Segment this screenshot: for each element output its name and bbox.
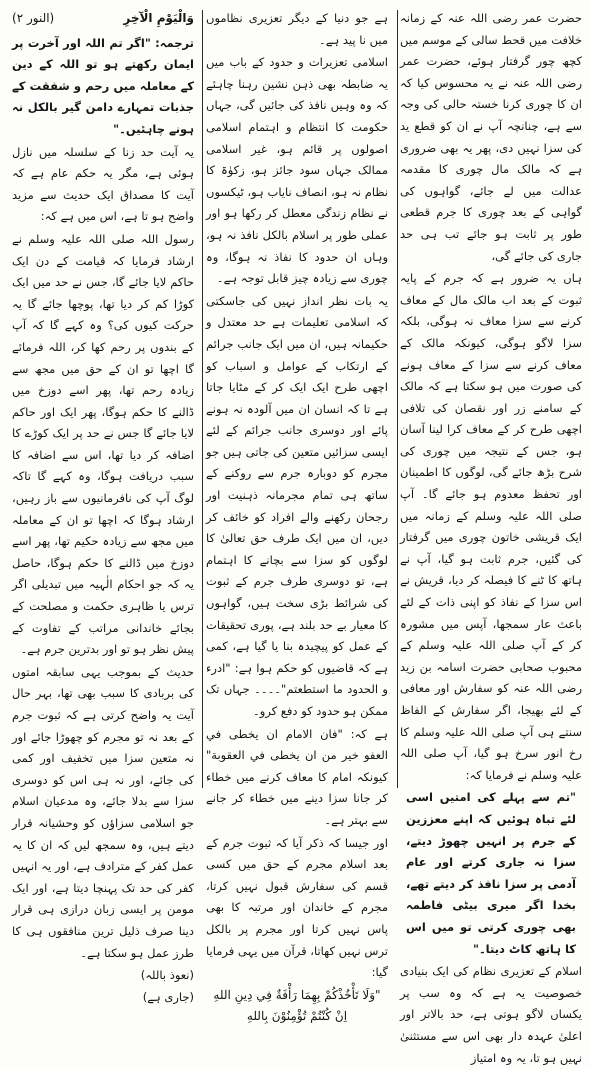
middle-paragraph: یہ بات نظر انداز نہیں کی جاسکتی کہ اسلامی تعلیمات ہے حد معتدل و حکیمانہ ہیں، ان میں ایک جانب جرائم کے ارتکاب کے عوامل و اسباب کو اچھی طرح ایک ایک کر کے مٹایا جاتا ہے تا کہ انسان ان میں آلودہ نہ ہونے پائے اور دوسری جانب جرائم کے لئے ایسی سزائیں متعین کی جاتی ہیں جو مجرم کو دوبارہ جرم سے روکنے کے ساتھ ہی تمام مجرمانہ ذہنیت اور رجحان رکھنے والے افراد کو خائف کر دیں، ان میں ایک طرف حق تعالیٰ کا لوگوں کو سزا سے بچانے کا اہتمام ہے، تو دوسری طرف جرم کے ثبوت کی شرائط بڑی سخت ہیں، گواہوں کا معیار بے حد بلند ہے، پوری تحقیقات کے عمل کو پیچیدہ بنا یا گیا ہے، کمی ہے کہ قاضیوں کو حکم ہوا ہے: "ادرء و الحدود ما استطعتم"۔۔۔۔ جہاں تک ممکن ہو حدود کو دفع کرو۔ — [206, 293, 388, 718]
hadith-quote: "تم سے پہلے کی امتیں اسی لئے تباہ ہوئیں کہ اپنے معززین کے جرم پر انہیں چھوڑ دیتے، سزا نہ جاری کرتے اور عام آدمی پر سزا نافذ کر دیتے تھے، بخدا اگر میری بیٹی فاطمہ بھی چوری کرتی تو میں اس کا ہاتھ کاٹ دیتا۔" — [406, 790, 576, 956]
left-column — [12, 8, 194, 1004]
column-divider — [202, 10, 203, 788]
column-divider — [397, 10, 398, 788]
middle-column — [206, 8, 388, 1024]
left-paragraph: یہ آیت حد زنا کے سلسلہ میں نازل ہوئی ہے، مگر یہ حکم عام ہے کہ آیت کا مصداق ایک حدیث سے مزید واضح ہو تا ہے، اس میں ہے کہ: — [12, 144, 194, 224]
parenthetical-note: (نعوذ باللہ) — [140, 968, 194, 983]
left-note — [12, 965, 194, 1008]
middle-paragraph: اور جیسا کہ ذکر آیا کہ ثبوت جرم کے بعد اسلام مجرم کے حق میں کسی قسم کی سفارش قبول نہیں کرتا، مجرم کے خاندان اور مرتبہ کا بھی پاس نہیں کرتا اور مجرم پر بالکل ترس نہیں کھاتا، قرآن میں یہی فرمایا گیا: — [206, 835, 388, 980]
right-paragraph: اسلام کے تعزیری نظام کی ایک بنیادی خصوصیت یہ ہے کہ وہ سب پر یکساں لاگو ہوتی ہے، حد بالاتر اور اعلیٰ عہدہ دار بھی اس سے مستثنیٰ نہیں ہو تا، یہ وہ امتیاز — [400, 964, 582, 1065]
continued-label: (جاری ہے) — [142, 989, 194, 1004]
page — [8, 6, 582, 1065]
translation: ترجمہ: "اگر تم اللہ اور آخرت پر ایمان رکھتے ہو تو اللہ کے دین کے معاملہ میں رحم و شفقت کے جذبات تمہارے دامن گیر بالکل نہ ہونے چاہئیں۔" — [12, 35, 194, 136]
left-paragraph: رسول اللہ صلی اللہ علیہ وسلم نے ارشاد فرمایا کہ قیامت کے دن ایک حاکم لایا جائے گا، جس نے حد میں ایک کوڑا کم کر دیا تھا، پوچھا جائے گا یہ حرکت کیوں کی؟ وہ کہے گا کہ آپ کے بندوں پر رحم کھا کر، اللہ فرمائے گا اچھا تو ان کے حق میں مجھ سے زیادہ رحم تھا، پھر اسے دوزخ میں ڈالنے کا حکم ہوگا، پھر ایک اور حاکم لایا جائے گا جس نے حد پر ایک کوڑے کا اضافہ کر دیا تھا، اس سے اضافہ کا سبب دریافت ہوگا، وہ کہے گا تاکہ لوگ آپ کی نافرمانیوں سے باز رہیں، ارشاد ہوگا کہ اچھا تو ان کے معاملہ میں مجھ سے زیادہ حکیم تھا، پھر اسے دوزخ میں ڈالنے کا حکم ہوگا، حاصل یہ کہ جو احکام الٰہیہ میں تبدیلی اگر ترس یا ظاہری حکمت و مصلحت کے بجائے خاندانی مراتب کے تفاوت کے پیش نظر ہو تو اور بدترین جرم ہے۔ — [12, 231, 194, 657]
quran-verse: "وَلَا تَأْخُذْكُمْ بِهِمَا رَأْفَةٌ فِي دِينِ اللهِ اِنْ كُنْتُمْ تُؤْمِنُوْنَ بِاللهِ — [213, 987, 381, 1024]
middle-paragraph: ہے کہ: "فان الامام ان يخطى في العفو خير من ان يخطى في العقوبة" کیونکہ امام کا معاف کرنے میں خطاء کر جانا سزا دینے میں خطاء کر جانے سے بہتر ہے۔ — [206, 726, 388, 827]
middle-paragraph: اسلامی تعزیرات و حدود کے باب میں یہ ضابطہ بھی ذہن نشین رہنا چاہئے کہ وہ وہیں نافذ کی جائیں گی، جہاں حکومت کا انتظام و اہتمام اسلامی اصولوں پر قائم ہو، غیر اسلامی ممالک جہاں سود جائز ہو، زکوٰۃ کا نظام نہ ہو، انصاف نایاب ہو، ٹیکسوں نے نظام زندگی معطل کر رکھا ہو اور عملی طور پر اسلام بالکل نافذ نہ ہو، وہاں ان حدود کا نفاذ نہ ہوگا، وہ چوری سے زیادہ چیز قابل توجہ ہے۔ — [206, 55, 388, 286]
middle-paragraph: ہے جو دنیا کے دیگر تعزیری نظاموں میں نا پید ہے۔ — [206, 11, 388, 47]
left-paragraph: حدیث کے بموجب یہی سابقہ امتوں کی بربادی کا سبب بھی تھا، بہر حال آیت یہ واضح کرتی ہے کہ ثبوت جرم کے بعد نہ تو مجرم کو چھوڑا جائے اور نہ متعین سزا میں تخفیف اور کمی کی جائے، اور نہ ہی اس کو دوسری سزا سے بدلا جائے، وہ مدعیان اسلام جو اسلامی سزاؤں کو وحشیانہ قرار دیتے ہیں، وہ سمجھ لیں کہ ان کا یہ عمل کفر کے مترادف ہے، اور یہ انہیں کفر کی حد تک پہنچا دیتا ہے، اور ایک مومن پر ایسی زبان درازی ہی قرار دینا صرف ذلیل ترین منافقوں ہی کا طرز عمل ہو سکتا ہے۔ — [12, 664, 194, 960]
header-reference: (النور ۲) — [12, 11, 55, 25]
right-paragraph: ہاں یہ ضرور ہے کہ جرم کے پایہ ثبوت کے بعد اب مالک مال کے معاف کرنے سے سزا معاف نہ ہوگی، بلکہ سزا لاگو ہوگی، کیونکہ مالک کے معاف کرنے سے سزا کے معاف ہونے کی صورت میں ہو سکتا ہے کہ مالک کے سامنے زر اور نقصان کی تلافی اچھی طرح کر کے معاف کرا لینا آسان ہو، جس کے نتیجہ میں چوری کی شرح بڑھ جائے گی، لوگوں کا اطمینان اور تحفظ معدوم ہو جائے گا۔ آپ صلی اللہ علیہ وسلم کے زمانہ میں ایک قریشی خاتون چوری میں گرفتار کی گئیں، جرم ثابت ہو گیا، آپ نے ہاتھ کا ٹنے کا فیصلہ کر دیا، قریش نے اس سزا کے نفاذ کو اپنی ذات کے لئے باعث عار سمجھا، آپس میں مشورہ کر کے آپ صلی اللہ علیہ وسلم کے محبوب صحابی حضرت اسامہ بن زید رضی اللہ عنہ کو سفارش اور معافی کے لئے بھیجا، اگر سفارش کے الفاظ سنتے ہی آپ صلی اللہ علیہ وسلم کا رخ انور سرخ ہو گیا، آپ صلی اللہ علیہ وسلم نے فرمایا کہ: — [400, 271, 582, 782]
header-title: وَالْيَوْمِ الْآخِرِ — [123, 11, 194, 25]
right-paragraph: حضرت عمر رضی اللہ عنہ کے زمانہ خلافت میں قحط سالی کے موسم میں کچھ چور گرفتار ہوئے، حضرت عمر رضی اللہ عنہ نے یہ محسوس کیا کہ ان کا چوری کرنا خستہ حالی کی وجہ سے ہے، چنانچہ آپ نے ان کو قطع ید کی سزا نہیں دی، پھر یہ بھی ضروری ہے کہ مالک مال چوری کا مقدمہ عدالت میں لے جائے، گواہوں کی گواہی کے بعد چوری کا جرم قطعی طور پر ثابت ہو جائے تب ہی حد جاری کی جائے گی، — [400, 11, 582, 263]
right-column — [400, 8, 582, 1065]
page-header — [12, 8, 194, 30]
